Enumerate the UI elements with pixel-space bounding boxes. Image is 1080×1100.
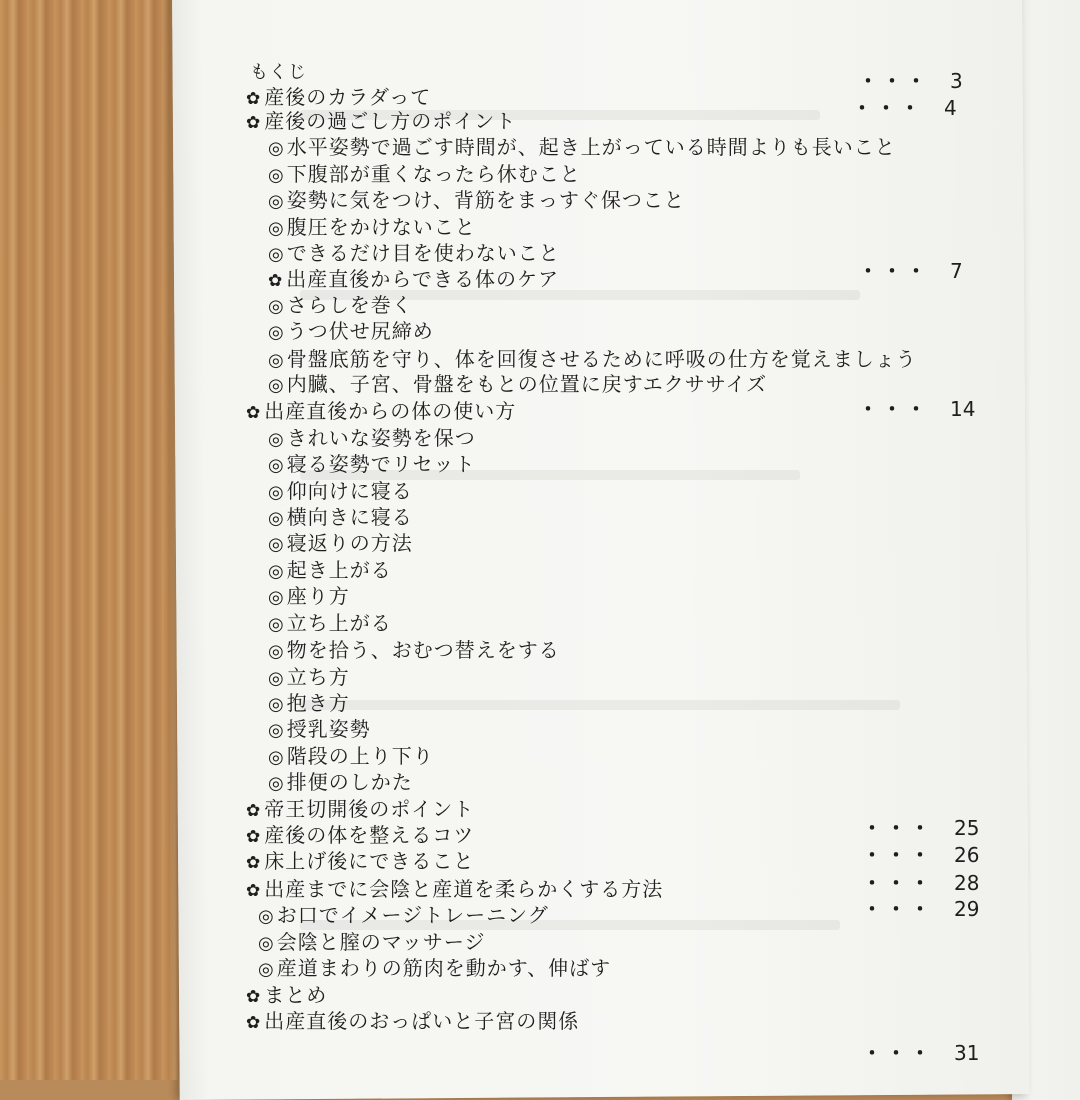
toc-subsection-entry: [268, 134, 896, 162]
circle-bullet-icon: ◎: [268, 375, 285, 396]
toc-subsection-entry: [268, 583, 350, 611]
toc-subsection-entry: [268, 371, 767, 399]
page-number-value: 28: [954, 871, 980, 895]
toc-entry-text: うつ伏せ尻締め: [286, 319, 434, 343]
leader-dots: ・・・: [852, 96, 924, 120]
toc-entry-text: できるだけ目を使わないこと: [286, 241, 560, 265]
circle-bullet-icon: ◎: [268, 720, 285, 741]
toc-subsection-entry: [268, 557, 392, 585]
circle-bullet-icon: ◎: [268, 455, 285, 476]
leader-dots: ・・・: [858, 259, 930, 283]
toc-entry-text: 産後の体を整えるコツ: [264, 823, 475, 847]
star-bullet-icon: ✿: [268, 271, 284, 291]
circle-bullet-icon: ◎: [268, 561, 285, 582]
toc-subsection-entry: [268, 664, 350, 692]
toc-entry-text: 横向きに寝る: [286, 505, 413, 529]
toc-section-entry: [246, 1008, 579, 1036]
toc-entry-text: 出産直後からの体の使い方: [264, 399, 517, 423]
toc-entry-text: 抱き方: [286, 691, 350, 715]
page-number-value: 31: [954, 1041, 980, 1065]
toc-page-number: [852, 95, 957, 121]
toc-entry-text: 寝返りの方法: [286, 531, 413, 555]
toc-entry-text: 物を拾う、おむつ替えをする: [286, 638, 560, 662]
toc-subsection-entry: [268, 716, 371, 744]
toc-subsection-entry: [268, 187, 685, 215]
toc-subsection-entry: [258, 902, 549, 930]
circle-bullet-icon: ◎: [268, 747, 285, 768]
toc-subsection-entry: [268, 346, 917, 374]
toc-entry-text: 立ち上がる: [286, 611, 392, 635]
toc-entry-text: さらしを巻く: [286, 293, 413, 317]
toc-page-number: [858, 68, 963, 94]
star-bullet-icon: ✿: [246, 801, 262, 821]
star-bullet-icon: ✿: [246, 1013, 262, 1033]
toc-subsection-entry: [258, 955, 611, 983]
page-number-value: 14: [950, 397, 976, 421]
leader-dots: ・・・: [862, 816, 934, 840]
star-bullet-icon: ✿: [246, 403, 262, 423]
toc-page-number: [858, 396, 975, 422]
circle-bullet-icon: ◎: [268, 165, 285, 186]
toc-subsection-entry: [268, 161, 581, 189]
toc-title: もくじ: [250, 62, 307, 83]
toc-subsection-entry: [268, 769, 413, 797]
toc-entry-text: 出産までに会陰と産道を柔らかくする方法: [264, 877, 664, 901]
page-number-value: 4: [944, 96, 957, 120]
page-number-value: 29: [954, 897, 980, 921]
circle-bullet-icon: ◎: [268, 773, 285, 794]
star-bullet-icon: ✿: [246, 853, 262, 873]
toc-entry-text: 階段の上り下り: [286, 744, 434, 768]
toc-entry-text: 座り方: [286, 584, 350, 608]
circle-bullet-icon: ◎: [258, 906, 275, 927]
leader-dots: ・・・: [862, 871, 934, 895]
star-bullet-icon: ✿: [246, 89, 262, 109]
leader-dots: ・・・: [862, 897, 934, 921]
star-bullet-icon: ✿: [246, 987, 262, 1007]
toc-entry-text: 床上げ後にできること: [264, 849, 475, 873]
circle-bullet-icon: ◎: [268, 429, 285, 450]
toc-entry-text: 会陰と膣のマッサージ: [276, 930, 486, 954]
circle-bullet-icon: ◎: [258, 933, 275, 954]
toc-entry-text: お口でイメージトレーニング: [276, 903, 549, 927]
circle-bullet-icon: ◎: [268, 587, 285, 608]
toc-section-entry: [268, 266, 559, 294]
toc-entry-text: 産道まわりの筋肉を動かす、伸ばす: [276, 956, 612, 980]
page-number-value: 3: [950, 69, 963, 93]
toc-section-entry: [246, 796, 474, 824]
circle-bullet-icon: ◎: [268, 296, 285, 317]
page-number-value: 25: [954, 816, 980, 840]
toc-entry-text: きれいな姿勢を保つ: [286, 426, 476, 450]
toc-section-entry: [246, 848, 474, 876]
toc-entry-text: 骨盤底筋を守り、体を回復させるために呼吸の仕方を覚えましょう: [286, 347, 917, 371]
toc-subsection-entry: [268, 530, 413, 558]
leader-dots: ・・・: [862, 843, 934, 867]
leader-dots: ・・・: [858, 69, 930, 93]
toc-subsection-entry: [258, 929, 486, 957]
toc-entry-text: 排便のしかた: [286, 770, 413, 794]
toc-page-number: [858, 258, 963, 284]
toc-entry-text: 寝る姿勢でリセット: [286, 452, 476, 476]
toc-page-number: [862, 842, 979, 868]
circle-bullet-icon: ◎: [268, 694, 285, 715]
toc-section-entry: [246, 822, 474, 850]
toc-section-entry: [246, 398, 516, 426]
toc-entry-text: 仰向けに寝る: [286, 479, 413, 503]
toc-entry-text: 出産直後からできる体のケア: [286, 267, 560, 291]
toc-subsection-entry: [268, 451, 476, 479]
toc-entry-text: まとめ: [264, 983, 328, 1007]
circle-bullet-icon: ◎: [268, 350, 285, 371]
leader-dots: ・・・: [858, 397, 930, 421]
page-number-value: 26: [954, 843, 980, 867]
toc-subsection-entry: [268, 743, 434, 771]
toc-subsection-entry: [268, 318, 434, 346]
toc-entry-text: 腹圧をかけないこと: [286, 215, 476, 239]
circle-bullet-icon: ◎: [268, 668, 285, 689]
toc-subsection-entry: [268, 425, 476, 453]
page-number-value: 7: [950, 259, 963, 283]
toc-page-number: [862, 896, 979, 922]
circle-bullet-icon: ◎: [268, 482, 285, 503]
toc-subsection-entry: [268, 637, 560, 665]
toc-section-entry: [246, 108, 516, 136]
toc-section-entry: [246, 876, 663, 904]
toc-page-number: [862, 1040, 979, 1066]
toc-subsection-entry: [268, 292, 413, 320]
circle-bullet-icon: ◎: [258, 959, 275, 980]
toc-subsection-entry: [268, 690, 350, 718]
toc-entry-text: 水平姿勢で過ごす時間が、起き上がっている時間よりも長いこと: [286, 135, 896, 159]
toc-entry-text: 内臓、子宮、骨盤をもとの位置に戻すエクササイズ: [286, 372, 768, 396]
toc-subsection-entry: [268, 214, 476, 242]
toc-entry-text: 授乳姿勢: [286, 717, 371, 741]
toc-page-number: [862, 870, 979, 896]
toc-section-entry: [246, 982, 327, 1010]
leader-dots: ・・・: [862, 1041, 934, 1065]
toc-subsection-entry: [268, 610, 392, 638]
circle-bullet-icon: ◎: [268, 534, 285, 555]
toc-entry-text: 起き上がる: [286, 558, 392, 582]
toc-entry-text: 下腹部が重くなったら休むこと: [286, 162, 581, 186]
star-bullet-icon: ✿: [246, 827, 262, 847]
circle-bullet-icon: ◎: [268, 244, 285, 265]
circle-bullet-icon: ◎: [268, 218, 285, 239]
toc-subsection-entry: [268, 240, 560, 268]
circle-bullet-icon: ◎: [268, 614, 285, 635]
star-bullet-icon: ✿: [246, 113, 262, 133]
star-bullet-icon: ✿: [246, 881, 262, 901]
toc-page-number: [862, 815, 979, 841]
circle-bullet-icon: ◎: [268, 138, 285, 159]
circle-bullet-icon: ◎: [268, 322, 285, 343]
toc-entry-text: 産後のカラダって: [264, 85, 432, 109]
toc-entry-text: 産後の過ごし方のポイント: [264, 109, 517, 133]
circle-bullet-icon: ◎: [268, 508, 285, 529]
toc-entry-text: 立ち方: [286, 665, 350, 689]
toc-entry-text: 姿勢に気をつけ、背筋をまっすぐ保つこと: [286, 188, 685, 212]
circle-bullet-icon: ◎: [268, 641, 285, 662]
toc-subsection-entry: [268, 478, 413, 506]
toc-entry-text: 出産直後のおっぱいと子宮の関係: [264, 1009, 580, 1033]
toc-subsection-entry: [268, 504, 413, 532]
circle-bullet-icon: ◎: [268, 191, 285, 212]
toc-entry-text: 帝王切開後のポイント: [264, 797, 475, 821]
